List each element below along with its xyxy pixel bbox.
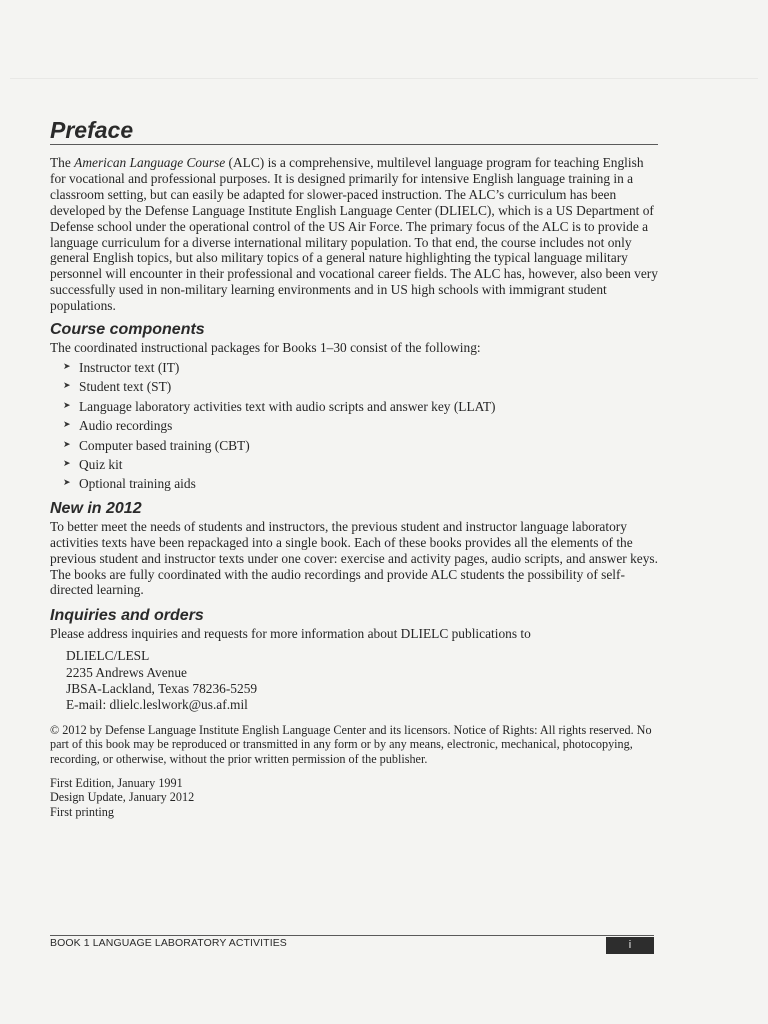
address-line: 2235 Andrews Avenue	[66, 664, 187, 680]
arrowhead-bullet-icon: ➤	[63, 361, 71, 372]
scan-edge-line	[10, 78, 758, 79]
arrowhead-bullet-icon: ➤	[63, 459, 71, 469]
arrowhead-bullet-icon: ➤	[63, 381, 71, 392]
arrowhead-bullet-icon: ➤	[63, 420, 71, 431]
intro-body: (ALC) is a comprehensive, multilevel language program for teaching English for vocational and professional purposes. It is designed primarily for intensive English language training in a classroom setting, but can easily be adapted for slower-paced instruction. The ALC’s curriculum has been developed by the Defense Language Institute English Language Center (DLIELC), which is a US Department of Defense school under the operational control of the US Air Force. The primary focus of the ALC is to provide a language curriculum for a diverse international military population. To that end, the course includes not only general English topics, but also military topics of a general nature highlighting the typical language military personnel will encounter in their professional and vocational career fields. The ALC has, however, also been very successfully used in non-military learning environments and in US high schools with immigrant student populations.	[50, 155, 658, 314]
list-item: ➤ Audio recordings	[63, 416, 658, 435]
page-footer	[50, 935, 654, 956]
inquiries-lead: Please address inquiries and requests for more information about DLIELC publications to	[50, 626, 531, 642]
intro-prefix: The	[50, 155, 75, 170]
page-title: Preface	[50, 116, 658, 145]
edition-line: Design Update, January 2012	[50, 790, 195, 805]
page-content	[50, 116, 658, 819]
list-item: ➤ Computer based training (CBT)	[63, 436, 658, 455]
email-line: E-mail: dlielc.leslwork@us.af.mil	[66, 697, 248, 713]
intro-paragraph	[50, 155, 658, 314]
list-item: ➤ Instructor text (IT)	[63, 358, 658, 377]
edition-line: First Edition, January 1991	[50, 775, 183, 790]
arrowhead-bullet-icon: ➤	[63, 439, 71, 450]
page-number-badge: i	[606, 937, 654, 954]
new-in-paragraph: To better meet the needs of students and instructors, the previous student and instructor language laboratory activities texts have been repackaged into a single book. Each of these books provides all the elements of the previous student and instructor texts under one cover: exercise and activity pages, audio scripts, and answer keys. The books are fully coordinated with the audio recordings and provide ALC students the possibility of self-directed learning.	[50, 518, 658, 598]
course-name: American Language Course	[74, 155, 226, 170]
list-item: ➤ Optional training aids	[63, 474, 658, 493]
address-line: JBSA-Lackland, Texas 78236-5259	[66, 681, 258, 697]
list-item: ➤ Student text (ST)	[63, 377, 658, 396]
address-line: DLIELC/LESL	[66, 648, 150, 664]
edition-line: First printing	[50, 804, 114, 819]
section-heading-inquiries: Inquiries and orders	[50, 607, 204, 625]
arrowhead-bullet-icon: ➤	[63, 478, 71, 489]
components-lead: The coordinated instructional packages for Books 1–30 consist of the following:	[50, 340, 481, 356]
section-heading-course-components: Course components	[50, 321, 205, 339]
arrowhead-bullet-icon: ➤	[63, 400, 71, 411]
components-list	[50, 358, 658, 494]
copyright-notice: © 2012 by Defense Language Institute English Language Center and its licensors. Notice of Rights: All rights reserved. No part of this book may be reproduced or transmitted in any form or by any means, electronic, mechanical, photocopying, recording, or otherwise, without the prior written permission of the publisher.	[50, 722, 652, 767]
edition-info	[50, 776, 658, 820]
section-heading-new-in-2012: New in 2012	[50, 499, 142, 517]
list-item: ➤ Quiz kit	[63, 455, 658, 474]
list-item: ➤ Language laboratory activities text with audio scripts and answer key (LLAT)	[63, 397, 658, 416]
mailing-address	[50, 648, 658, 714]
footer-book-title: BOOK 1 LANGUAGE LABORATORY ACTIVITIES	[50, 937, 287, 949]
